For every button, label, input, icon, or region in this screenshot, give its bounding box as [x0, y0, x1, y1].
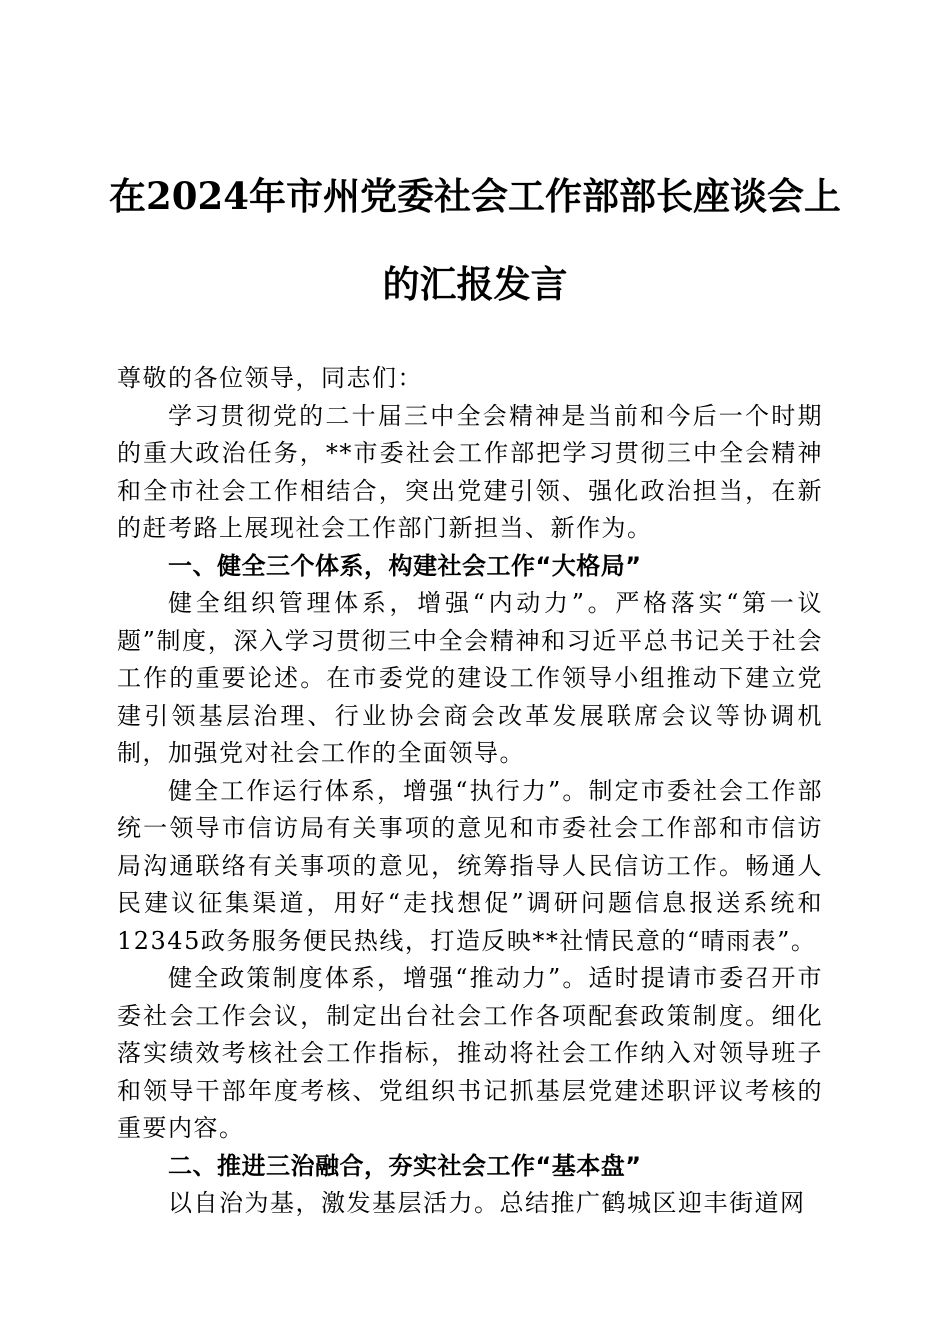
document-title-line-1: 在2024年市州党委社会工作部部长座谈会上: [109, 174, 841, 218]
section-1-paragraph-2: 健全工作运行体系，增强“执行力”。制定市委社会工作部统一领导市信访局有关事项的意见和市委社会工作部和市信访局沟通联络有关事项的意见，统筹指导人民信访工作。畅通人民建议征集渠道，用好“走找想促”调研问题信息报送系统和12345政务服务便民热线，打造反映**社情民意的“晴雨表”。: [117, 776, 823, 955]
document-title-line-2: 的汇报发言: [382, 262, 568, 306]
section-2-paragraph-1: 以自治为基，激发基层活力。总结推广鹤城区迎丰街道网: [168, 1189, 806, 1217]
section-1-paragraph-1: 健全组织管理体系，增强“内动力”。严格落实“第一议题”制度，深入学习贯彻三中全会精神和习近平总书记关于社会工作的重要论述。在市委党的建设工作领导小组推动下建立党建引领基层治理、行业协会商会改革发展联席会议等协调机制，加强党对社会工作的全面领导。: [117, 589, 823, 767]
section-1-heading: 一、健全三个体系，构建社会工作“大格局”: [168, 551, 642, 580]
intro-paragraph: 学习贯彻党的二十届三中全会精神是当前和今后一个时期的重大政治任务，**市委社会工作部把学习贯彻三中全会精神和全市社会工作相结合，突出党建引领、强化政治担当，在新的赶考路上展现社会工作部门新担当、新作为。: [117, 401, 823, 542]
section-2-heading: 二、推进三治融合，夯实社会工作“基本盘”: [168, 1151, 642, 1180]
salutation: 尊敬的各位领导，同志们：: [117, 364, 423, 392]
section-1-paragraph-3: 健全政策制度体系，增强“推动力”。适时提请市委召开市委社会工作会议，制定出台社会工作各项配套政策制度。细化落实绩效考核社会工作指标，推动将社会工作纳入对领导班子和领导干部年度考核、党组织书记抓基层党建述职评议考核的重要内容。: [117, 964, 823, 1142]
document-body: [117, 360, 823, 1223]
